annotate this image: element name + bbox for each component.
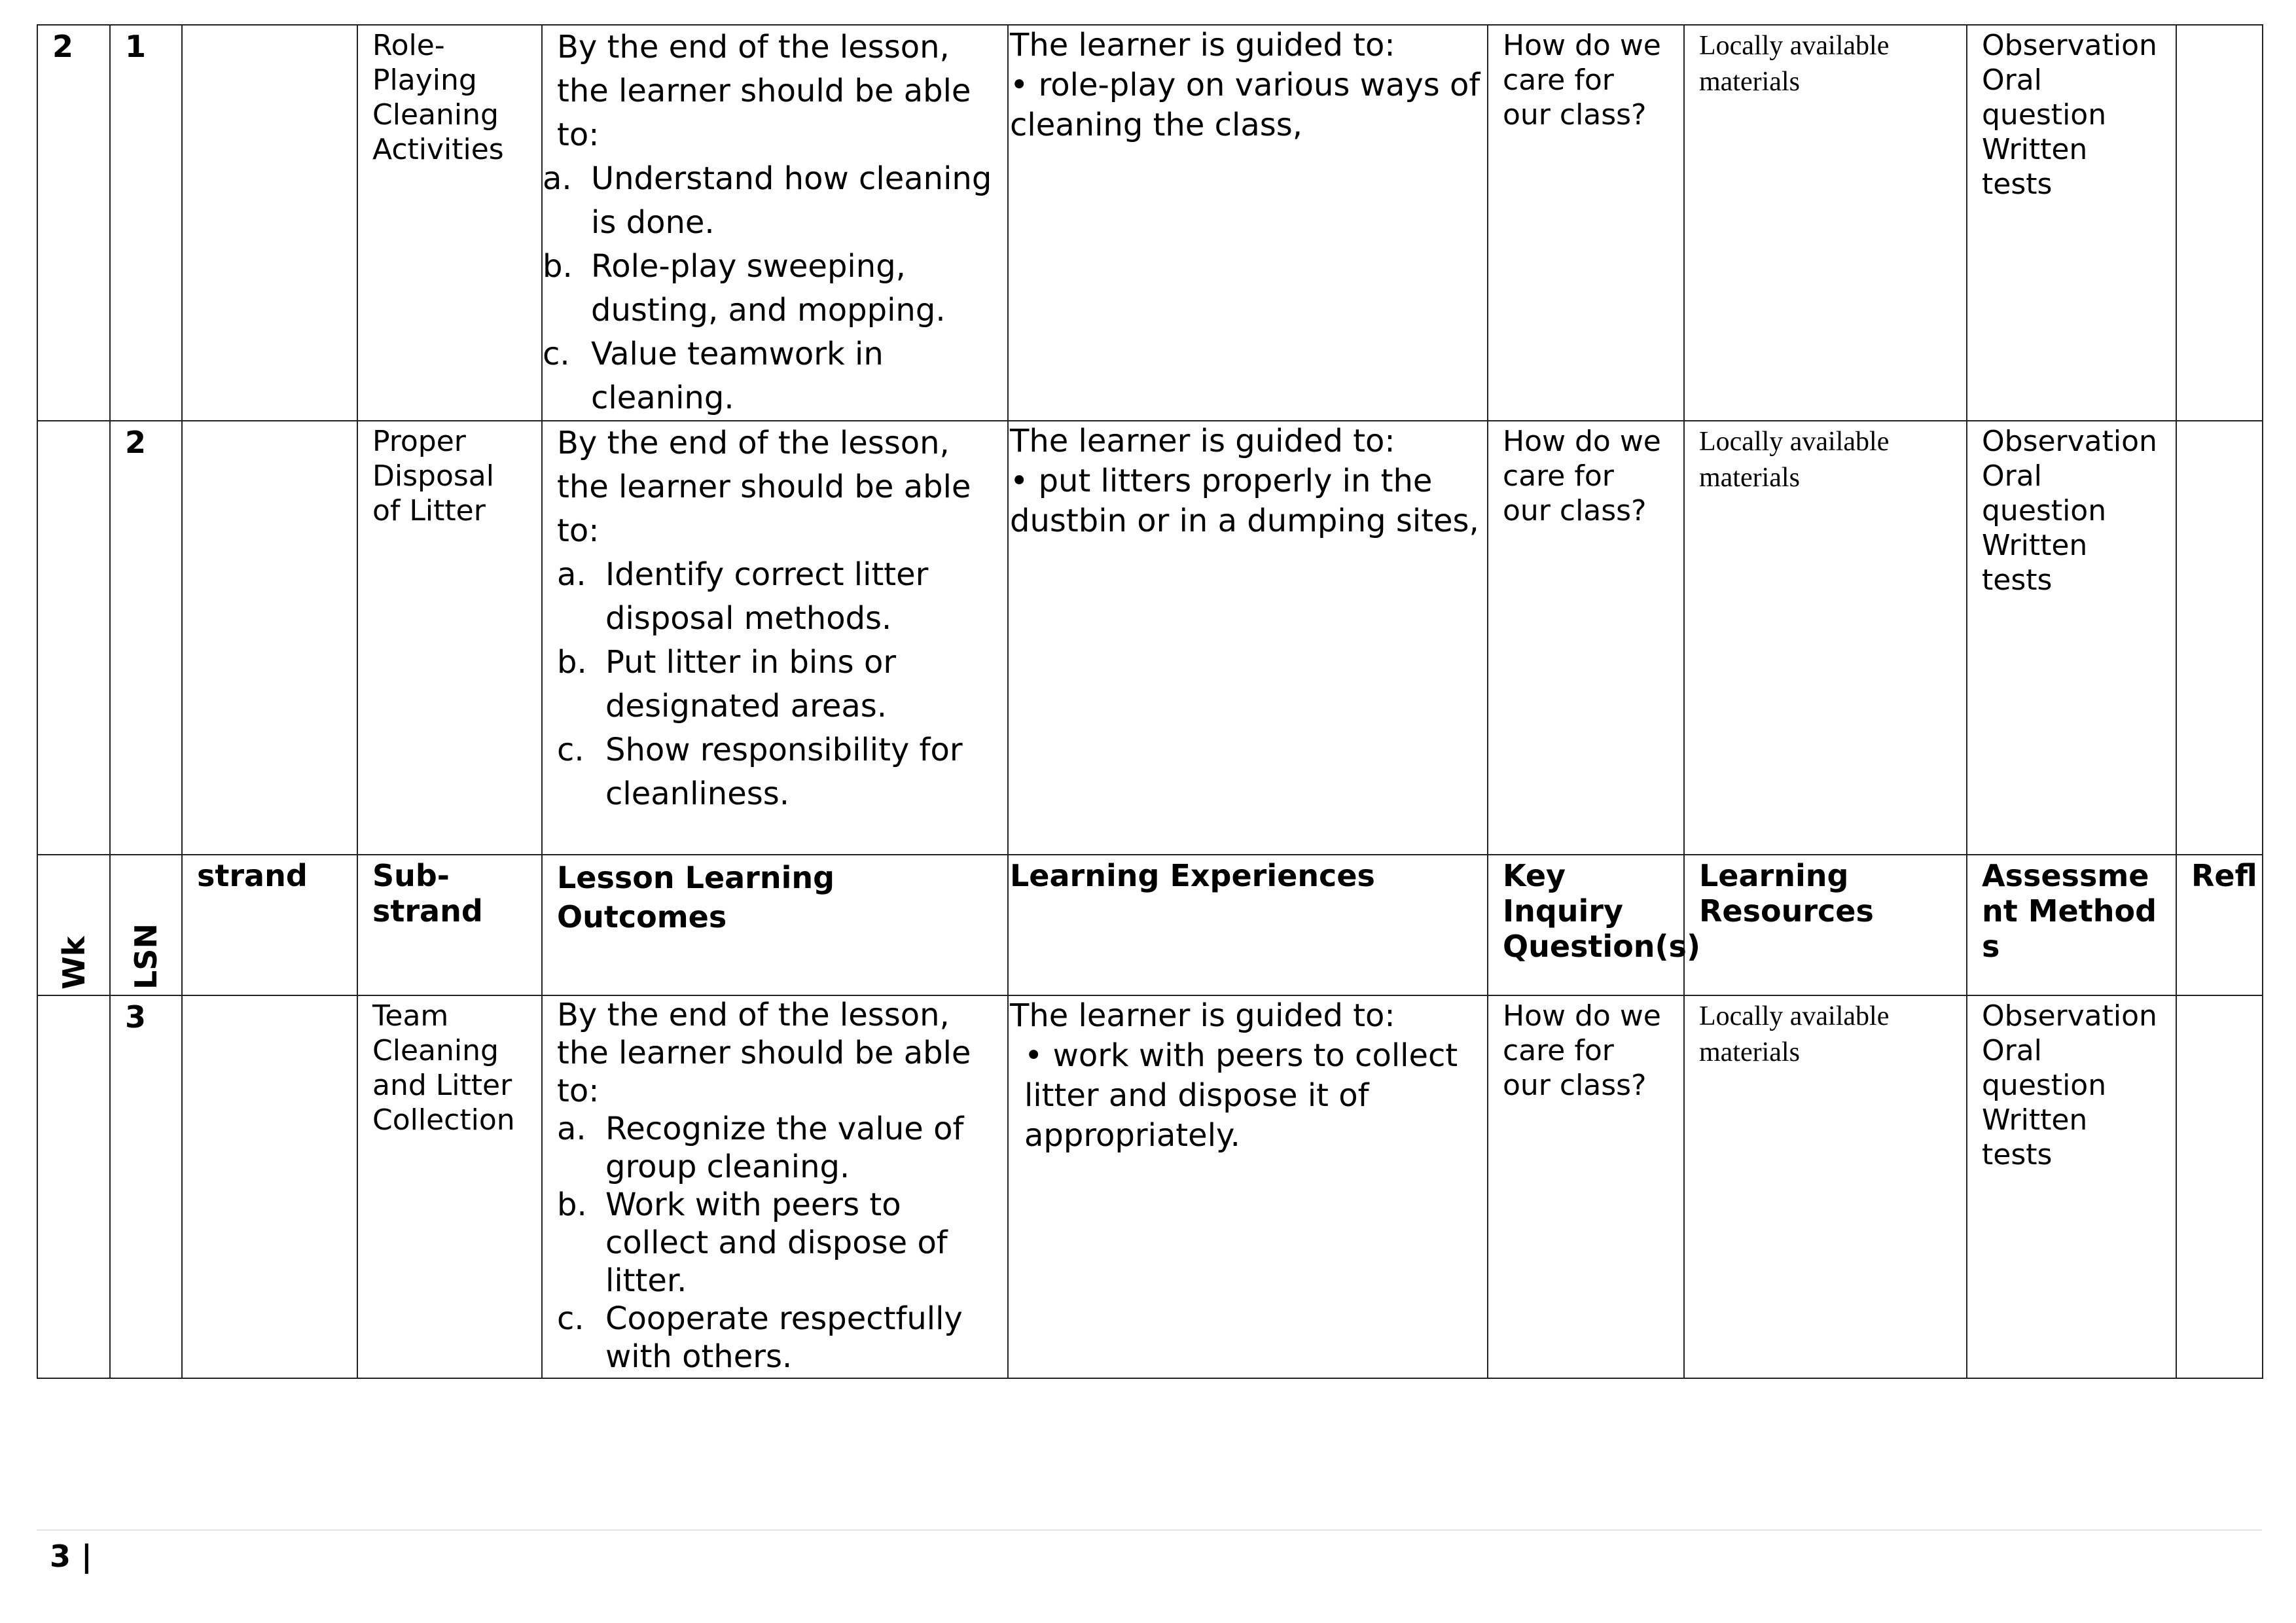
header-assessment [1967,855,2176,995]
kiq-cell [1488,421,1684,855]
reflection-text [2177,421,2262,424]
kiq-cell [1488,25,1684,421]
kiq-text: How do we care for our class? [1503,425,1661,527]
list-item [557,1300,1003,1376]
header-wk-label: Wk [56,936,92,990]
lesson-number: 3 [125,999,147,1035]
experiences-text: • put litters properly in the dustbin or in a dumping sites, [1010,463,1479,539]
outcome-text: Identify correct litter disposal methods. [605,556,929,637]
assessment-cell [1967,421,2176,855]
substrand-cell [357,421,542,855]
list-marker: c. [557,1300,584,1337]
experiences-cell [1008,25,1488,421]
week-cell [37,25,110,421]
list-marker: a. [557,556,586,593]
scheme-of-work-table [37,24,2263,1379]
kiq-text: How do we care for our class? [1503,999,1661,1102]
outcome-text: Value teamwork in cleaning. [591,336,884,416]
experiences-intro: The learner is guided to: [1010,423,1395,459]
header-substrand [357,855,542,995]
resources-text: Locally available materials [1699,1001,1890,1067]
resources-text: Locally available materials [1699,427,1890,493]
week-number: 2 [52,29,74,64]
header-resources-label: Learning Resources [1699,858,1874,929]
header-assessment-label: Assessment Methods [1982,858,2157,964]
table-row [37,995,2263,1378]
outcomes-list [557,1110,1003,1376]
strand-text [183,996,357,999]
experiences-text: • work with peers to collect litter and dispose it of appropriately. [1024,1037,1458,1154]
header-substrand-label: Sub-strand [372,858,483,929]
week-number [38,421,109,424]
outcomes-intro: By the end of the lesson, the learner should be able to: [557,997,971,1109]
list-item [557,1186,1003,1300]
outcome-text: Role-play sweeping, dusting, and mopping. [591,248,946,329]
substrand-cell [357,25,542,421]
resources-text: Locally available materials [1699,31,1890,97]
lesson-number: 1 [125,29,147,64]
header-wk [37,855,110,995]
lesson-cell [110,995,182,1378]
table-row [37,25,2263,421]
footer-divider [37,1529,2262,1531]
resources-cell [1684,421,1967,855]
assessment-item: Written tests [1982,133,2088,201]
assessment-item: Oral question [1982,459,2107,527]
lesson-cell [110,421,182,855]
reflection-cell [2176,421,2263,855]
strand-text [183,26,357,28]
resources-cell [1684,995,1967,1378]
lesson-cell [110,25,182,421]
list-item [543,332,1003,420]
assessment-item: Written tests [1982,1103,2088,1171]
header-lsn [110,855,182,995]
outcome-text: Recognize the value of group cleaning. [605,1111,964,1185]
substrand-text: Team Cleaning and Litter Collection [372,999,515,1137]
strand-text [183,421,357,424]
header-outcomes [542,855,1008,995]
substrand-text: Role-Playing Cleaning Activities [372,29,504,166]
header-outcomes-label: Lesson Learning Outcomes [557,860,835,935]
outcomes-intro: By the end of the lesson, the learner should be able to: [557,425,971,549]
outcome-text: Understand how cleaning is done. [591,160,992,241]
assessment-item: Observation [1982,999,2157,1033]
list-marker: c. [557,732,584,768]
assessment-item: Oral question [1982,1034,2107,1102]
substrand-cell [357,995,542,1378]
week-number [38,996,109,999]
list-marker: b. [557,644,587,681]
experiences-intro: The learner is guided to: [1010,997,1395,1034]
outcomes-cell [542,25,1008,421]
outcomes-list [557,553,1003,816]
list-item [557,553,1003,641]
list-item [557,641,1003,728]
experiences-cell [1008,995,1488,1378]
header-experiences-label: Learning Experiences [1010,858,1375,893]
outcome-text: Work with peers to collect and dispose of litter. [605,1186,948,1299]
list-item [557,728,1003,816]
table-row [37,421,2263,855]
outcome-text: Show responsibility for cleanliness. [605,732,963,812]
list-item [543,245,1003,332]
reflection-cell [2176,25,2263,421]
list-item [557,1110,1003,1186]
week-cell [37,421,110,855]
page-number: 3 | [50,1539,92,1574]
list-marker: c. [543,336,570,372]
kiq-text: How do we care for our class? [1503,29,1661,132]
table-header-row [37,855,2263,995]
header-strand-label: strand [197,858,308,893]
header-kiq [1488,855,1700,995]
outcomes-cell [542,421,1008,855]
list-marker: a. [543,160,572,197]
header-kiq-label: Key Inquiry Question(s) [1503,858,1700,964]
lesson-number: 2 [125,425,147,460]
outcome-text: Cooperate respectfully with others. [605,1300,963,1375]
experiences-text: • role-play on various ways of cleaning the class, [1010,67,1480,143]
week-cell [37,995,110,1378]
assessment-item: Observation [1982,29,2157,62]
resources-cell [1684,25,1967,421]
substrand-text: Proper Disposal of Litter [372,425,494,527]
header-reflection [2176,855,2263,995]
strand-cell [182,25,357,421]
header-strand [182,855,357,995]
header-resources [1684,855,1967,995]
strand-cell [182,421,357,855]
list-marker: b. [557,1186,587,1223]
outcomes-intro: By the end of the lesson, the learner should be able to: [557,29,971,153]
reflection-text [2177,996,2262,999]
outcomes-list [543,157,1003,420]
assessment-cell [1967,25,2176,421]
header-lsn-label: LSN [128,923,164,990]
list-item [543,157,1003,245]
list-marker: b. [543,248,573,285]
assessment-item: Written tests [1982,529,2088,597]
experiences-intro: The learner is guided to: [1010,27,1395,63]
kiq-cell [1488,995,1684,1378]
assessment-item: Observation [1982,425,2157,458]
outcome-text: Put litter in bins or designated areas. [605,644,897,724]
assessment-cell [1967,995,2176,1378]
assessment-item: Oral question [1982,63,2107,132]
header-reflection-label: Refl [2191,858,2257,893]
list-marker: a. [557,1111,586,1147]
outcomes-cell [542,995,1008,1378]
reflection-text [2177,26,2262,28]
experiences-cell [1008,421,1488,855]
reflection-cell [2176,995,2263,1378]
header-experiences [1008,855,1488,995]
strand-cell [182,995,357,1378]
